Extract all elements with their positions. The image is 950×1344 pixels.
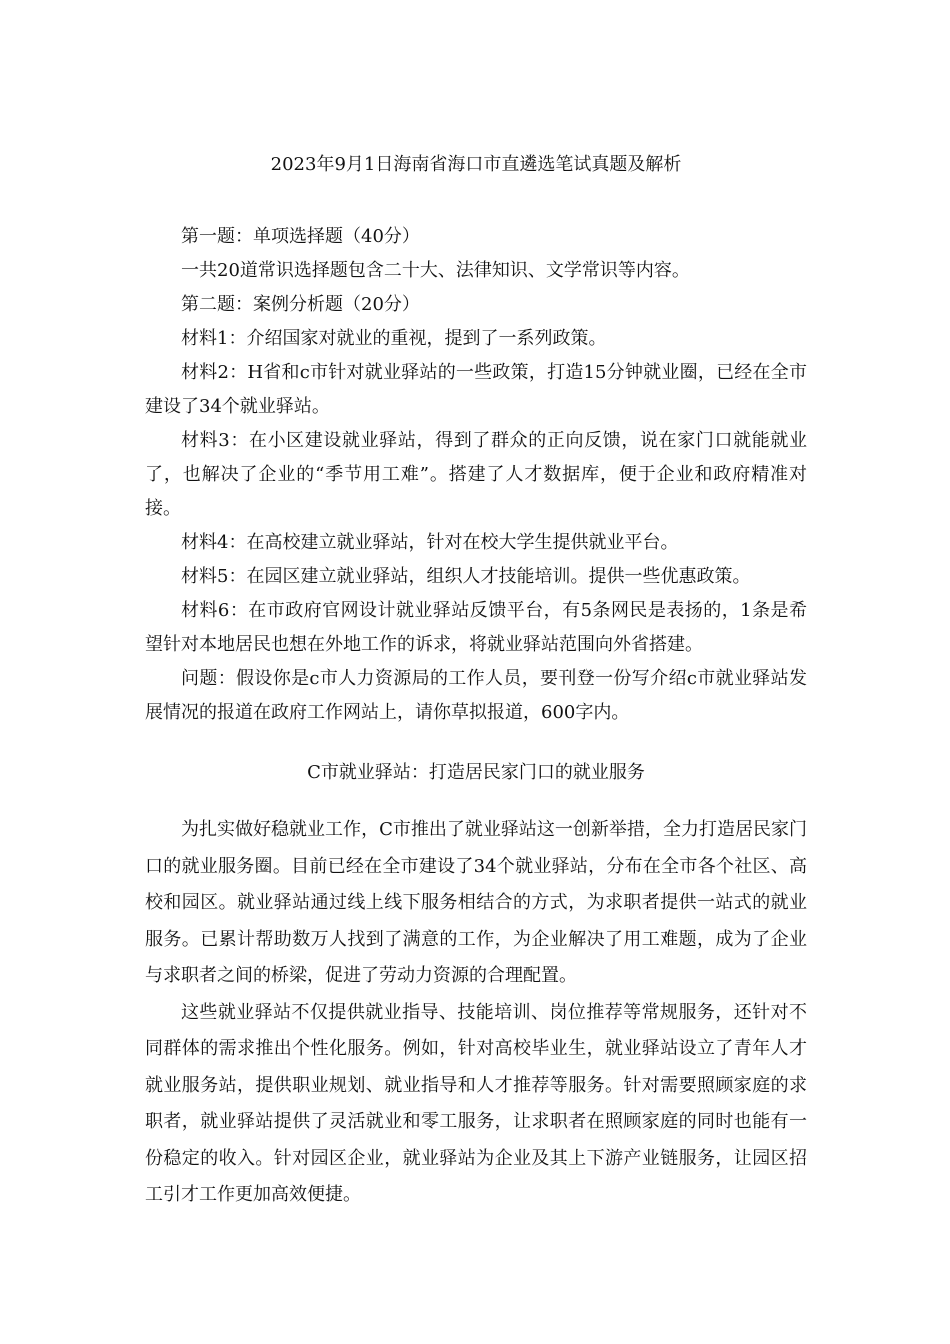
question-paragraph: 第二题：案例分析题（20分） bbox=[181, 294, 420, 315]
answer-section bbox=[145, 812, 807, 1214]
document-page bbox=[145, 150, 807, 1214]
answer-title: C市就业驿站：打造居民家门口的就业服务 bbox=[307, 762, 645, 783]
question-paragraph: 问题：假设你是c市人力资源局的工作人员，要刊登一份写介绍c市就业驿站发展情况的报道在政府工作网站上，请你草拟报道，600字内。 bbox=[145, 668, 807, 723]
question-paragraph: 材料6：在市政府官网设计就业驿站反馈平台，有5条网民是表扬的，1条是希望针对本地居民也想在外地工作的诉求，将就业驿站范围向外省搭建。 bbox=[145, 600, 807, 655]
question-paragraph: 材料4：在高校建立就业驿站，针对在校大学生提供就业平台。 bbox=[181, 532, 679, 553]
question-paragraph: 材料3：在小区建设就业驿站，得到了群众的正向反馈，说在家门口就能就业了，也解决了企业的“季节用工难”。搭建了人才数据库，便于企业和政府精准对接。 bbox=[145, 430, 807, 519]
question-paragraph: 材料1：介绍国家对就业的重视，提到了一系列政策。 bbox=[181, 328, 607, 349]
question-paragraph: 材料2：H省和c市针对就业驿站的一些政策，打造15分钟就业圈，已经在全市建设了34个就业驿站。 bbox=[145, 362, 807, 417]
question-section bbox=[145, 220, 807, 730]
question-paragraph: 第一题：单项选择题（40分） bbox=[181, 226, 420, 247]
document-title: 2023年9月1日海南省海口市直遴选笔试真题及解析 bbox=[270, 154, 682, 175]
answer-paragraph: 这些就业驿站不仅提供就业指导、技能培训、岗位推荐等常规服务，还针对不同群体的需求推出个性化服务。例如，针对高校毕业生，就业驿站设立了青年人才就业服务站，提供职业规划、就业指导和人才推荐等服务。针对需要照顾家庭的求职者，就业驿站提供了灵活就业和零工服务，让求职者在照顾家庭的同时也能有一份稳定的收入。针对园区企业，就业驿站为企业及其上下游产业链服务，让园区招工引才工作更加高效便捷。 bbox=[145, 1001, 807, 1205]
question-paragraph: 材料5：在园区建立就业驿站，组织人才技能培训。提供一些优惠政策。 bbox=[181, 566, 751, 587]
question-paragraph: 一共20道常识选择题包含二十大、法律知识、文学常识等内容。 bbox=[181, 260, 690, 281]
answer-paragraph: 为扎实做好稳就业工作，C市推出了就业驿站这一创新举措，全力打造居民家门口的就业服务圈。目前已经在全市建设了34个就业驿站，分布在全市各个社区、高校和园区。就业驿站通过线上线下服务相结合的方式，为求职者提供一站式的就业服务。已累计帮助数万人找到了满意的工作，为企业解决了用工难题，成为了企业与求职者之间的桥梁，促进了劳动力资源的合理配置。 bbox=[145, 819, 807, 986]
